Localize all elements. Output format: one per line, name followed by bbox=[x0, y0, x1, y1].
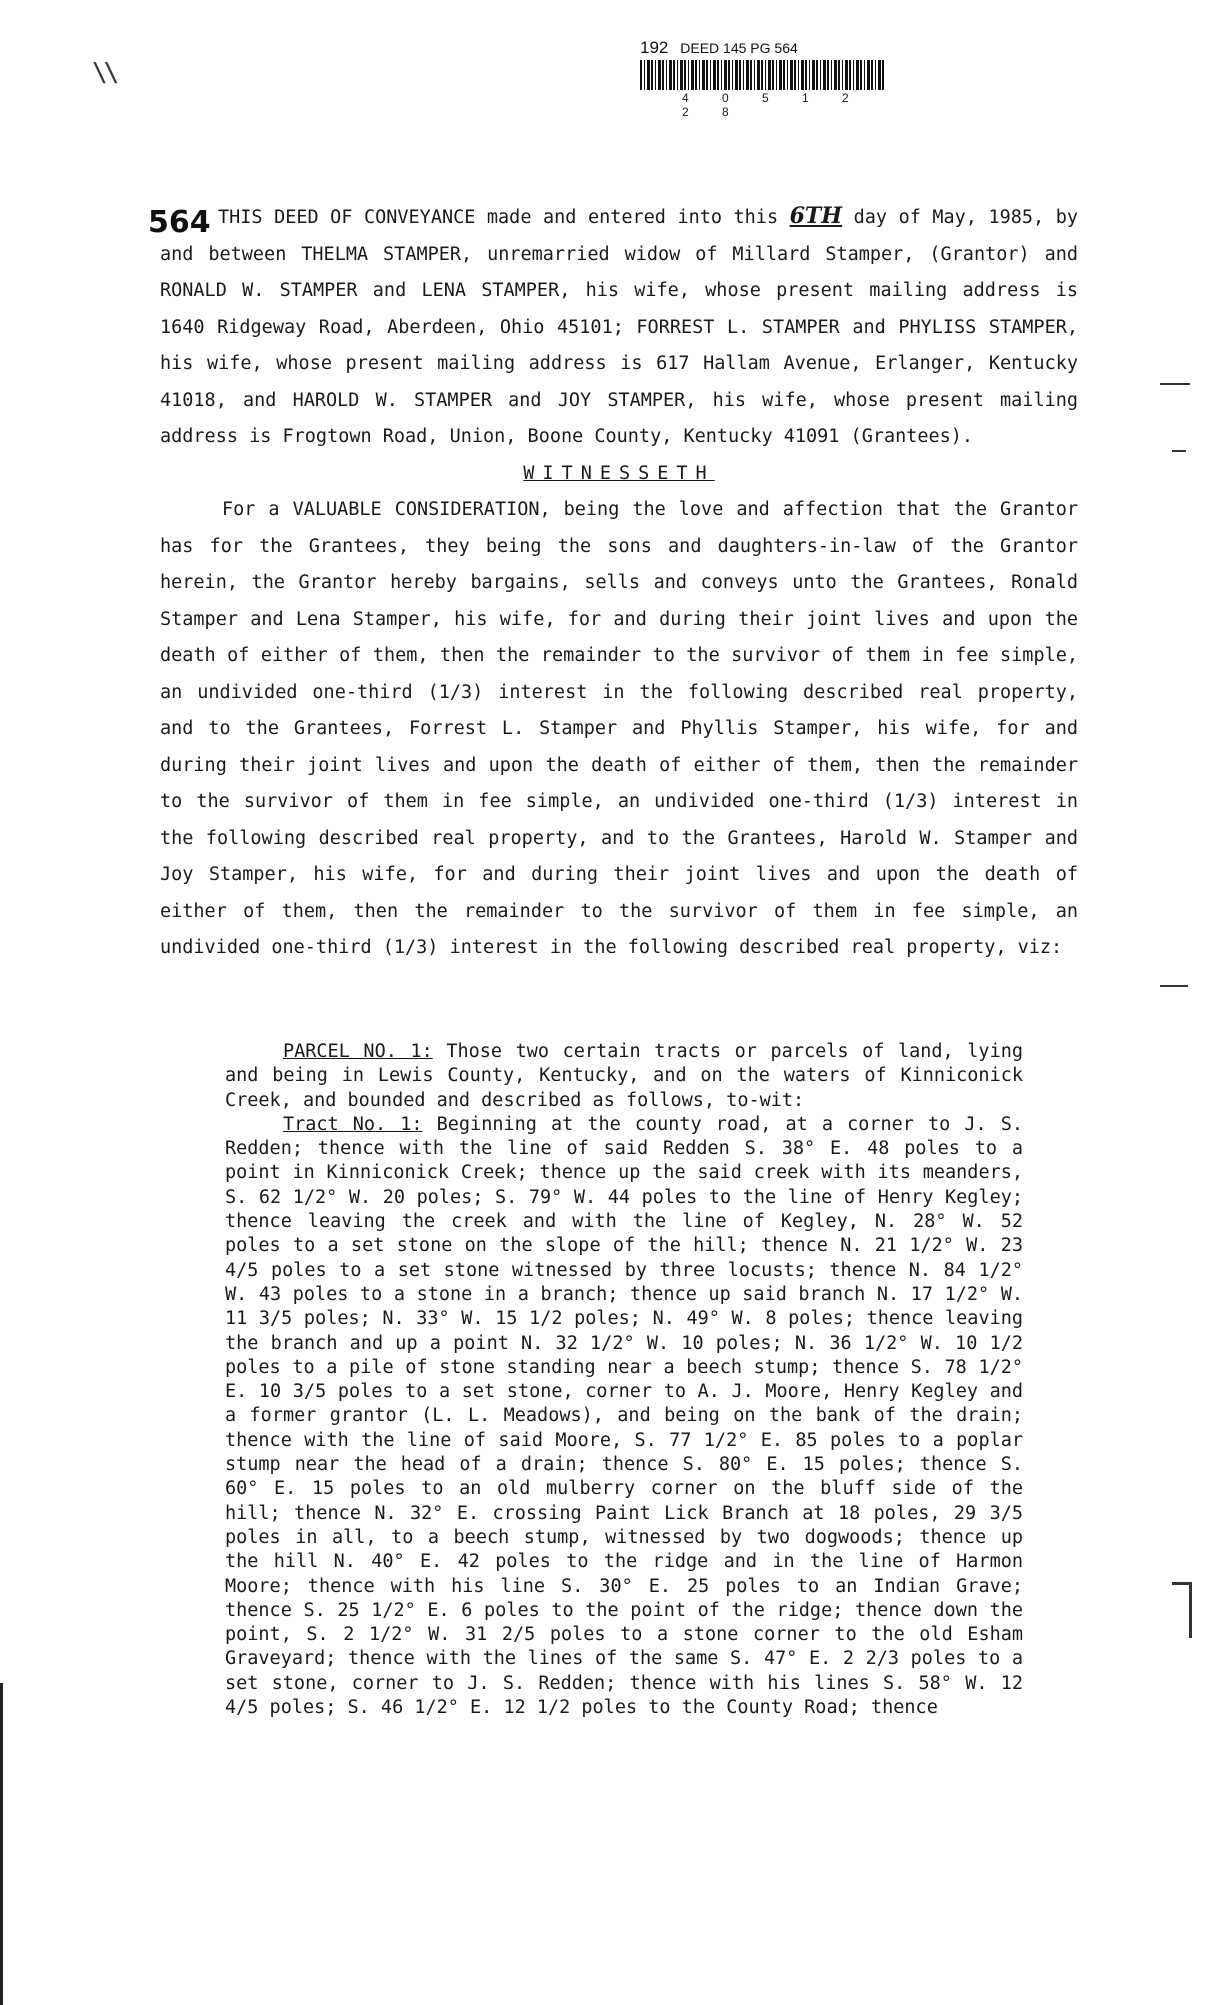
margin-dash-mark bbox=[1160, 383, 1190, 385]
consideration-paragraph: For a VALUABLE CONSIDERATION, being the love and affection that the Grantor has for the Grantees, they being the sons and daughters-in-law of the Grantor herein, the Grantor hereby bargains, sells and conveys unto the Grantees, Ronald Stamper and Lena Stamper, his wife, for and during their joint lives and upon the death of either of them, then the remainder to the survivor of them in fee simple, an undivided one-third (1/3) interest in the following described real property, and to the Grantees, Forrest L. Stamper and Phyllis Stamper, his wife, for and during their joint lives and upon the death of either of them, then the remainder to the survivor of them in fee simple, an undivided one-third (1/3) interest in the following described real property, and to the Grantees, Harold W. Stamper and Joy Stamper, his wife, for and during their joint lives and upon the death of either of them, then the remainder to the survivor of them in fee simple, an undivided one-third (1/3) interest in the following described real property, viz: bbox=[160, 499, 1078, 958]
handwritten-day: 6TH bbox=[789, 203, 843, 229]
intro-paragraph bbox=[160, 198, 1078, 456]
recording-stamp bbox=[640, 38, 890, 119]
margin-dash-mark bbox=[1160, 985, 1188, 987]
barcode-icon bbox=[640, 60, 885, 90]
intro-text-part2: day of May, 1985, by and between THELMA STAMPER, unremarried widow of Millard Stamper, (Grantor) and RONALD W. STAMPER and LENA STAMPER, his wife, whose present mailing address is 1640 Ridgeway Road, Aberdeen, Ohio 45101; FORREST L. STAMPER and PHYLISS STAMPER, his wife, whose present mailing address is 617 Hallam Avenue, Erlanger, Kentucky 41018, and HAROLD W. STAMPER and JOY STAMPER, his wife, whose present mailing address is Frogtown Road, Union, Boone County, Kentucky 41091 (Grantees). bbox=[160, 207, 1078, 447]
intro-text-part1: THIS DEED OF CONVEYANCE made and entered into this bbox=[218, 207, 790, 228]
margin-corner-mark: \\ bbox=[92, 58, 116, 88]
tract-paragraph bbox=[225, 1113, 1023, 1720]
barcode-number: 4 0 5 1 2 2 8 bbox=[682, 91, 864, 119]
stamp-reference bbox=[640, 38, 890, 58]
property-description bbox=[225, 1040, 1023, 1720]
parcel-text: Those two certain tracts or parcels of land, lying and being in Lewis County, Kentucky, and on the waters of Kinniconick Creek, and bounded and described as follows, to-wit: bbox=[225, 1041, 1023, 1111]
margin-dash-mark bbox=[1172, 450, 1186, 452]
margin-bracket-mark bbox=[1189, 1582, 1192, 1638]
witnesseth-heading: WITNESSETH bbox=[523, 462, 715, 484]
parcel-label: PARCEL NO. 1: bbox=[283, 1041, 433, 1062]
scan-edge-line bbox=[0, 1683, 3, 2005]
deed-body bbox=[160, 198, 1078, 967]
deed-number: 564 bbox=[148, 205, 211, 240]
stamp-deed-reference: DEED 145 PG 564 bbox=[680, 40, 798, 56]
parcel-paragraph bbox=[225, 1040, 1023, 1113]
stamp-book-number: 192 bbox=[640, 38, 669, 57]
tract-text: Beginning at the county road, at a corner to J. S. Redden; thence with the line of said Redden S. 38° E. 48 poles to a point in Kinniconick Creek; thence up the said creek with its meanders, S. 62 1/2° W. 20 poles; S. 79° W. 44 poles to the line of Henry Kegley; thence leaving the creek and with the line of Kegley, N. 28° W. 52 poles to a set stone on the slope of the hill; thence N. 21 1/2° W. 23 4/5 poles to a set stone witnessed by three locusts; thence N. 84 1/2° W. 43 poles to a stone in a branch; thence up said branch N. 17 1/2° W. 11 3/5 poles; N. 33° W. 15 1/2 poles; N. 49° W. 8 poles; thence leaving the branch and up a point N. 32 1/2° W. 10 poles; N. 36 1/2° W. 10 1/2 poles to a pile of stone standing near a beech stump; thence S. 78 1/2° E. 10 3/5 poles to a set stone, corner to A. J. Moore, Henry Kegley and a former grantor (L. L. Meadows), and being on the bank of the drain; thence with the line of said Moore, S. 77 1/2° E. 85 poles to a poplar stump near the head of a drain; thence S. 80° E. 15 poles; thence S. 60° E. 15 poles to an old mulberry corner on the bluff side of the hill; thence N. 32° E. crossing Paint Lick Branch at 18 poles, 29 3/5 poles in all, to a beech stump, witnessed by two dogwoods; thence up the hill N. 40° E. 42 poles to the ridge and in the line of Harmon Moore; thence with his line S. 30° E. 25 poles to an Indian Grave; thence S. 25 1/2° E. 6 poles to the point of the ridge; thence down the point, S. 2 1/2° W. 31 2/5 poles to a stone corner to the old Esham Graveyard; thence with the lines of the same S. 47° E. 2 2/3 poles to a set stone, corner to J. S. Redden; thence with his lines S. 58° W. 12 4/5 poles; S. 46 1/2° E. 12 1/2 poles to the County Road; thence bbox=[225, 1113, 1024, 1719]
tract-label: Tract No. 1: bbox=[283, 1113, 423, 1135]
